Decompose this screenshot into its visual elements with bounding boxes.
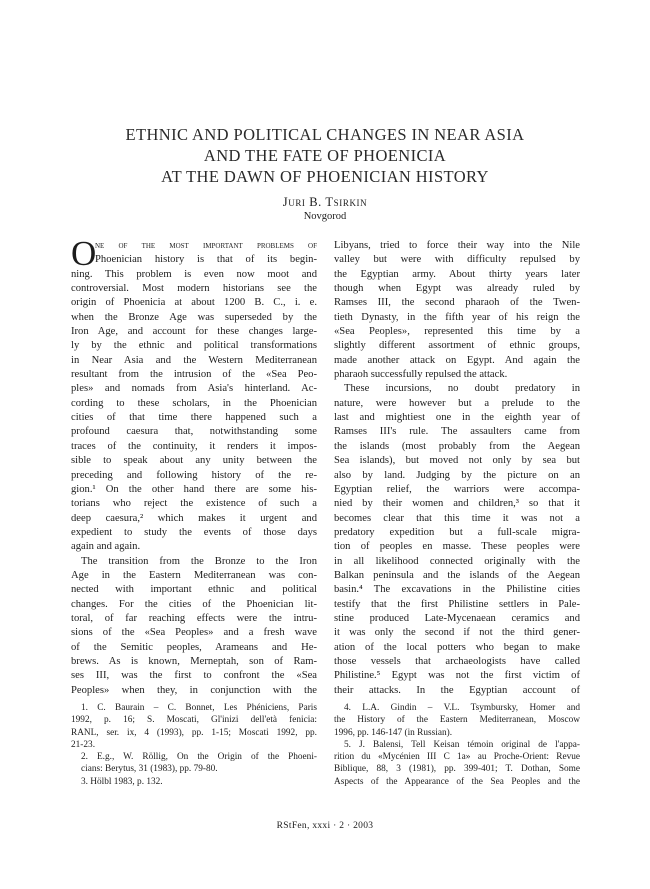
footnote-line: 1. C. Baurain – C. Bonnet, Les Phéniciens, Paris (81, 703, 317, 713)
text-line: toral, of far reaching effects were the intru- (71, 612, 317, 624)
text-line: profound caesura that, notwithstanding some (71, 426, 317, 438)
text-line: those vessels that archaeologists have called (334, 655, 580, 667)
text-line: brews. As is known, Merneptah, son of Ram- (71, 655, 317, 667)
footnote-line: the History of the Eastern Mediterranean, Moscow (334, 715, 580, 726)
text-line: also by land. Judging by the picture on an (334, 469, 580, 481)
footnote-line: Biblique, 88, 3 (1981), pp. 399-401; T. Dothan, Some (334, 764, 580, 775)
title-line: AND THE FATE OF PHOENICIA (203, 146, 447, 165)
title-line: AT THE DAWN OF PHOENICIAN HISTORY (161, 167, 489, 186)
text-line: when the Bronze Age was superseded by the (71, 311, 317, 323)
text-line: in Near Asia and the Western Mediterranean (71, 354, 317, 366)
text-line: nied by their women and children,³ so that it (334, 498, 580, 510)
text-line: ne of the most important problems of (95, 240, 317, 251)
body-column-left (71, 234, 317, 698)
text-line: controversial. Most modern historians see the (71, 283, 317, 295)
text-line: nected with important ethnic and political (71, 584, 317, 596)
text-line: becomes clear that this time it was not a (334, 512, 580, 524)
text-line: tion of peoples en masse. These peoples were (334, 541, 580, 553)
text-line: in all likelihood connected originally with the (334, 555, 580, 567)
text-line: tieth Dynasty, in the fifth year of his reign the (334, 311, 580, 323)
text-line: ples» and nomads from Asia's hinterland. Ac- (71, 383, 317, 395)
text-line: though when Egypt was already ruled by (334, 283, 580, 295)
text-line: stine produced Late-Mycenaean ceramics and (334, 612, 580, 624)
text-line: deep caesura,² which makes it urgent and (71, 512, 317, 524)
footnote-line: 5. J. Balensi, Tell Keisan témoin original de l'appa- (344, 739, 580, 750)
text-line: basin.⁴ The excavations in the Philistine cities (334, 584, 580, 596)
text-line: Ramses III's rule. The assaulters came from (334, 426, 580, 438)
running-footer: RStFen, xxxi · 2 · 2003 (276, 821, 374, 831)
text-line: Age in the Eastern Mediterranean was con- (71, 569, 317, 581)
text-line: testify that the first Philistine settlers in Pale- (334, 598, 580, 610)
text-line: pharaoh successfully repulsed the attack. (334, 369, 508, 381)
footnotes-left (71, 702, 317, 788)
text-line: sible to speak about any unity between the (71, 455, 317, 467)
text-line: nature, were however but a prelude to the (334, 397, 580, 409)
text-line: preceding and following history of the re- (71, 469, 317, 481)
footnote-line: 1996, pp. 146-147 (in Russian). (334, 727, 453, 738)
text-line: These incursions, no doubt predatory in (344, 383, 580, 395)
footnote-line: cians: Berytus, 31 (1983), pp. 79-80. (81, 764, 218, 775)
drop-cap: O (71, 234, 97, 273)
text-line: Philistine.⁵ Egypt was not the first victim of (334, 670, 580, 682)
author-affiliation: Novgorod (303, 211, 347, 222)
text-line: Egyptian relief, the warriors were accompa- (334, 483, 580, 495)
text-line: resultant from the intrusion of the «Sea Peo- (71, 369, 317, 381)
text-line: torians who reject the existence of such a (71, 498, 317, 510)
text-line: ses III, was the first to confront the «Sea (71, 670, 317, 682)
text-line: expedient to study the events of those days (71, 526, 317, 538)
text-line: traces of the continuity, it renders it impos- (71, 440, 317, 452)
text-line: ning. This problem is even now moot and (71, 268, 317, 280)
text-line: predatory expedition but a full-scale migra- (334, 526, 580, 538)
footnote-line: RANL, ser. ix, 4 (1993), pp. 1-15; Moscati 1992, pp. (71, 727, 317, 738)
text-line: ly by the ethnic and political transformations (71, 340, 317, 352)
text-line: the Egyptian army. About thirty years later (334, 268, 580, 280)
footnote-line: 21-23. (71, 739, 96, 750)
text-line: origin of Phoenicia at about 1200 B. C., i. e. (71, 297, 317, 309)
text-line: Libyans, tried to force their way into the Nile (334, 240, 580, 251)
text-line: Peoples» when they, in conjunction with the (71, 684, 317, 696)
footnotes-right (334, 702, 580, 788)
author-name: Juri B. Tsirkin (282, 195, 368, 209)
text-line: last and mightiest one in the eighth year of (334, 412, 580, 424)
text-line: the islands (most probably from the Aegean (334, 440, 580, 452)
text-line: again and again. (71, 541, 141, 553)
text-line: it was only the second if not the third gener- (334, 627, 580, 639)
text-line: Balkan peninsula and the islands of the Aegean (334, 569, 580, 581)
body-column-right (334, 239, 580, 698)
title-line: ETHNIC AND POLITICAL CHANGES IN NEAR ASIA (125, 125, 525, 144)
text-line: made another attack on Egypt. And again the (334, 354, 580, 366)
text-line: sions of the «Sea Peoples» and a fresh wave (71, 627, 317, 639)
footnote-line: Aspects of the Appearance of the Sea Peoples and the (334, 776, 580, 787)
text-line: «Sea Peoples», represented this time by a (334, 326, 580, 338)
text-line: their attacks. In the Egyptian account of (334, 684, 580, 696)
text-line: of the Semitic peoples, Arameans and He- (71, 641, 317, 653)
footnote-line: 1992, p. 16; S. Moscati, Gl'inizi dell'età fenicia: (71, 715, 317, 726)
text-line: The transition from the Bronze to the Iron (81, 555, 317, 567)
text-line: Ramses III, the second pharaoh of the Twen- (334, 297, 580, 309)
text-line: slightly different assortment of ethnic groups, (334, 340, 580, 352)
text-line: Iron Age, and account for these changes large- (71, 326, 317, 338)
text-line: cording to these scholars, in the Phoenician (71, 397, 317, 409)
article-title (60, 124, 590, 187)
text-line: gion.¹ On the other hand there are some his- (71, 483, 317, 495)
text-line: cities of that time there happened such a (71, 412, 317, 424)
text-line: ation of the local potters who began to make (334, 641, 580, 653)
footnote-line: 4. L.A. Gindin – V.L. Tsymbursky, Homer and (344, 703, 580, 713)
footnote-line: rition du «Mycénien III C 1a» au Proche-Orient: Revue (334, 752, 580, 763)
footnote-line: 2. E.g., W. Röllig, On the Origin of the Phoeni- (81, 752, 317, 763)
text-line: changes. For the cities of the Phoenician lit- (71, 598, 317, 610)
text-line: Sea islands), but moved not only by sea but (334, 455, 580, 467)
text-line: Phoenician history is that of its begin- (95, 254, 317, 266)
text-line: valley but were with difficulty repulsed by (334, 254, 580, 266)
footnote-line: 3. Hölbl 1983, p. 132. (81, 776, 163, 787)
